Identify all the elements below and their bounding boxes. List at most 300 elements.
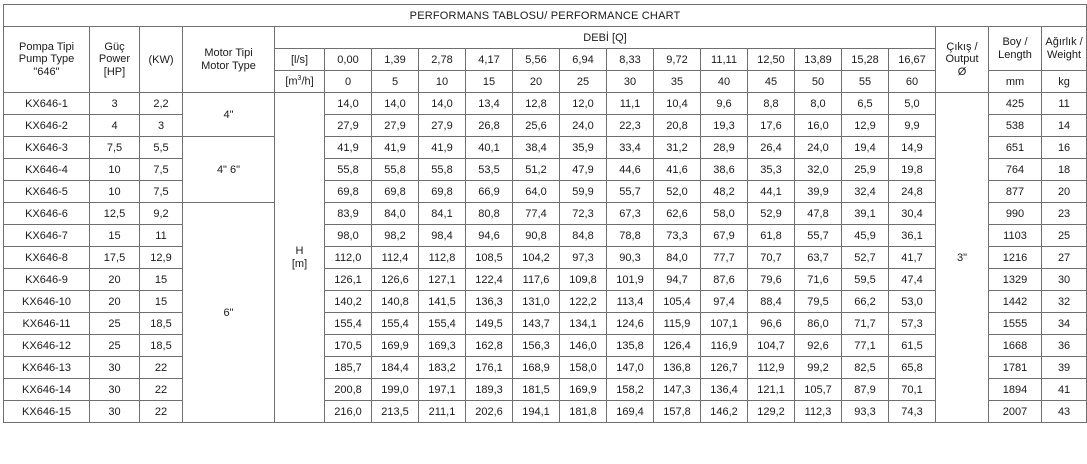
row-pump-type: KX646-14 [4, 379, 90, 401]
row-power-hp: 25 [90, 335, 140, 357]
head-value: 55,7 [795, 225, 842, 247]
flow-ls-2: 2,78 [419, 49, 466, 71]
table-row [4, 335, 1087, 357]
head-value: 88,4 [748, 291, 795, 313]
head-value: 181,5 [513, 379, 560, 401]
head-value: 135,8 [607, 335, 654, 357]
head-value: 101,9 [607, 269, 654, 291]
unit-m3h-post: /h] [301, 75, 314, 88]
row-power-kw: 5,5 [140, 137, 183, 159]
head-value: 57,3 [889, 313, 936, 335]
header-output [936, 27, 989, 93]
head-value: 140,8 [372, 291, 419, 313]
head-value: 73,3 [654, 225, 701, 247]
table-row [4, 159, 1087, 181]
head-value: 44,1 [748, 181, 795, 203]
head-value: 170,5 [325, 335, 372, 357]
table-row [4, 313, 1087, 335]
flow-m3h-3: 15 [466, 71, 513, 93]
header-weight [1042, 27, 1087, 71]
header-motor-type-line1: Motor Tipi [204, 46, 253, 59]
head-value: 69,8 [325, 181, 372, 203]
head-value: 32,4 [842, 181, 889, 203]
row-pump-type: KX646-13 [4, 357, 90, 379]
head-value: 93,3 [842, 401, 889, 423]
head-value: 112,9 [748, 357, 795, 379]
row-power-kw: 15 [140, 269, 183, 291]
flow-ls-8: 11,11 [701, 49, 748, 71]
table-row [4, 291, 1087, 313]
head-value: 24,0 [560, 115, 607, 137]
head-value: 147,0 [607, 357, 654, 379]
row-power-kw: 9,2 [140, 203, 183, 225]
head-value: 31,2 [654, 137, 701, 159]
head-value: 66,9 [466, 181, 513, 203]
head-value: 35,3 [748, 159, 795, 181]
head-value: 44,6 [607, 159, 654, 181]
head-value: 45,9 [842, 225, 889, 247]
head-value: 6,5 [842, 93, 889, 115]
flow-ls-5: 6,94 [560, 49, 607, 71]
head-value: 41,7 [889, 247, 936, 269]
head-value: 62,6 [654, 203, 701, 225]
head-value: 112,8 [419, 247, 466, 269]
head-value: 200,8 [325, 379, 372, 401]
head-value: 65,8 [889, 357, 936, 379]
head-value: 12,8 [513, 93, 560, 115]
head-value: 24,8 [889, 181, 936, 203]
flow-ls-11: 15,28 [842, 49, 889, 71]
head-value: 113,4 [607, 291, 654, 313]
head-value: 30,4 [889, 203, 936, 225]
performance-table [3, 4, 1087, 423]
head-value: 64,0 [513, 181, 560, 203]
head-value: 94,7 [654, 269, 701, 291]
row-pump-type: KX646-3 [4, 137, 90, 159]
head-value: 98,0 [325, 225, 372, 247]
head-value: 129,2 [748, 401, 795, 423]
header-length-line1: Boy / [1002, 35, 1028, 48]
row-power-kw: 7,5 [140, 159, 183, 181]
head-value: 90,3 [607, 247, 654, 269]
page-title: PERFORMANS TABLOSU/ PERFORMANCE CHART [4, 5, 1087, 27]
head-value: 28,9 [701, 137, 748, 159]
head-value: 87,9 [842, 379, 889, 401]
flow-m3h-6: 30 [607, 71, 654, 93]
head-value: 5,0 [889, 93, 936, 115]
flow-ls-10: 13,89 [795, 49, 842, 71]
head-value: 36,1 [889, 225, 936, 247]
header-pump-type [4, 27, 90, 93]
head-value: 70,7 [748, 247, 795, 269]
head-value: 52,9 [748, 203, 795, 225]
head-value: 77,1 [842, 335, 889, 357]
head-value: 55,8 [372, 159, 419, 181]
head-value: 39,9 [795, 181, 842, 203]
head-value: 33,4 [607, 137, 654, 159]
flow-m3h-5: 25 [560, 71, 607, 93]
head-value: 41,9 [419, 137, 466, 159]
motor-group-3: 6" [183, 203, 275, 423]
head-value: 19,8 [889, 159, 936, 181]
head-value: 32,0 [795, 159, 842, 181]
head-value: 143,7 [513, 313, 560, 335]
head-value: 126,7 [701, 357, 748, 379]
head-value: 146,0 [560, 335, 607, 357]
head-axis-line2: [m] [291, 257, 308, 270]
row-power-hp: 10 [90, 181, 140, 203]
row-weight: 39 [1042, 357, 1087, 379]
header-length [989, 27, 1042, 71]
head-value: 126,1 [325, 269, 372, 291]
row-power-hp: 17,5 [90, 247, 140, 269]
head-value: 41,6 [654, 159, 701, 181]
head-value: 71,6 [795, 269, 842, 291]
head-value: 162,8 [466, 335, 513, 357]
head-value: 104,2 [513, 247, 560, 269]
head-value: 52,7 [842, 247, 889, 269]
row-power-kw: 22 [140, 401, 183, 423]
head-value: 14,0 [372, 93, 419, 115]
head-axis-line1: H [295, 244, 304, 257]
row-pump-type: KX646-9 [4, 269, 90, 291]
table-row [4, 401, 1087, 423]
chart-title-row [4, 5, 1087, 27]
head-value: 69,8 [372, 181, 419, 203]
head-value: 126,6 [372, 269, 419, 291]
row-power-kw: 3 [140, 115, 183, 137]
row-pump-type: KX646-5 [4, 181, 90, 203]
flow-m3h-1: 5 [372, 71, 419, 93]
head-value: 63,7 [795, 247, 842, 269]
row-power-kw: 18,5 [140, 335, 183, 357]
head-value: 149,5 [466, 313, 513, 335]
row-weight: 36 [1042, 335, 1087, 357]
table-row [4, 379, 1087, 401]
head-value: 108,5 [466, 247, 513, 269]
head-value: 41,9 [325, 137, 372, 159]
flow-m3h-8: 40 [701, 71, 748, 93]
head-value: 169,4 [607, 401, 654, 423]
row-weight: 32 [1042, 291, 1087, 313]
row-length: 1442 [989, 291, 1042, 313]
head-value: 59,5 [842, 269, 889, 291]
unit-m3h-pre: [m [285, 75, 298, 88]
header-power [90, 27, 140, 93]
row-power-kw: 11 [140, 225, 183, 247]
head-value: 136,8 [654, 357, 701, 379]
row-pump-type: KX646-11 [4, 313, 90, 335]
table-row [4, 115, 1087, 137]
head-value: 157,8 [654, 401, 701, 423]
head-value: 14,0 [419, 93, 466, 115]
head-value: 124,6 [607, 313, 654, 335]
head-value: 9,9 [889, 115, 936, 137]
head-value: 77,7 [701, 247, 748, 269]
head-value: 194,1 [513, 401, 560, 423]
unit-ls: [l/s] [275, 49, 325, 71]
head-value: 122,4 [466, 269, 513, 291]
head-value: 61,8 [748, 225, 795, 247]
table-row [4, 203, 1087, 225]
head-value: 70,1 [889, 379, 936, 401]
head-value: 10,4 [654, 93, 701, 115]
head-value: 27,9 [372, 115, 419, 137]
table-row [4, 247, 1087, 269]
header-motor-type-line2: Motor Type [201, 59, 256, 72]
head-value: 84,0 [654, 247, 701, 269]
head-value: 53,5 [466, 159, 513, 181]
head-value: 27,9 [325, 115, 372, 137]
header-output-line2: Output [945, 53, 979, 66]
head-value: 69,8 [419, 181, 466, 203]
head-value: 26,4 [748, 137, 795, 159]
row-power-kw: 12,9 [140, 247, 183, 269]
row-length: 651 [989, 137, 1042, 159]
unit-m3h-sup: 3 [297, 75, 302, 83]
head-value: 47,8 [795, 203, 842, 225]
head-value: 183,2 [419, 357, 466, 379]
head-value: 27,9 [419, 115, 466, 137]
head-value: 94,6 [466, 225, 513, 247]
head-value: 97,3 [560, 247, 607, 269]
row-length: 877 [989, 181, 1042, 203]
table-row [4, 93, 1087, 115]
head-value: 11,1 [607, 93, 654, 115]
head-value: 66,2 [842, 291, 889, 313]
head-value: 13,4 [466, 93, 513, 115]
header-motor-type [183, 27, 275, 93]
head-value: 48,2 [701, 181, 748, 203]
head-value: 19,4 [842, 137, 889, 159]
head-value: 96,6 [748, 313, 795, 335]
head-value: 61,5 [889, 335, 936, 357]
flow-ls-4: 5,56 [513, 49, 560, 71]
header-output-line1: Çıkış / [946, 40, 978, 53]
head-value: 12,9 [842, 115, 889, 137]
row-power-hp: 25 [90, 313, 140, 335]
row-power-hp: 30 [90, 357, 140, 379]
row-power-hp: 20 [90, 269, 140, 291]
head-value: 83,9 [325, 203, 372, 225]
head-value: 20,8 [654, 115, 701, 137]
head-value: 98,2 [372, 225, 419, 247]
head-value: 87,6 [701, 269, 748, 291]
header-row-1 [4, 27, 1087, 49]
head-value: 9,6 [701, 93, 748, 115]
head-value: 79,5 [795, 291, 842, 313]
head-value: 127,1 [419, 269, 466, 291]
head-value: 97,4 [701, 291, 748, 313]
head-value: 86,0 [795, 313, 842, 335]
head-value: 14,9 [889, 137, 936, 159]
head-value: 8,8 [748, 93, 795, 115]
head-value: 136,3 [466, 291, 513, 313]
head-value: 25,6 [513, 115, 560, 137]
head-value: 184,4 [372, 357, 419, 379]
head-value: 169,9 [372, 335, 419, 357]
head-value: 185,7 [325, 357, 372, 379]
head-value: 168,9 [513, 357, 560, 379]
flow-ls-12: 16,67 [889, 49, 936, 71]
header-weight-line1: Ağırlık / [1045, 35, 1083, 48]
table-row [4, 137, 1087, 159]
head-value: 14,0 [325, 93, 372, 115]
performance-chart-sheet [0, 4, 1083, 464]
head-value: 115,9 [654, 313, 701, 335]
head-value: 213,5 [372, 401, 419, 423]
row-length: 425 [989, 93, 1042, 115]
head-value: 98,4 [419, 225, 466, 247]
unit-m3h [275, 71, 325, 93]
row-power-kw: 15 [140, 291, 183, 313]
row-power-kw: 22 [140, 379, 183, 401]
row-power-hp: 10 [90, 159, 140, 181]
head-value: 55,8 [325, 159, 372, 181]
head-value: 90,8 [513, 225, 560, 247]
table-row [4, 269, 1087, 291]
head-value: 77,4 [513, 203, 560, 225]
head-value: 47,9 [560, 159, 607, 181]
head-value: 122,2 [560, 291, 607, 313]
head-value: 141,5 [419, 291, 466, 313]
head-value: 84,1 [419, 203, 466, 225]
head-value: 131,0 [513, 291, 560, 313]
row-length: 764 [989, 159, 1042, 181]
row-weight: 30 [1042, 269, 1087, 291]
head-value: 67,3 [607, 203, 654, 225]
row-power-kw: 22 [140, 357, 183, 379]
row-pump-type: KX646-1 [4, 93, 90, 115]
flow-m3h-10: 50 [795, 71, 842, 93]
head-value: 112,4 [372, 247, 419, 269]
row-length: 990 [989, 203, 1042, 225]
head-value: 72,3 [560, 203, 607, 225]
flow-m3h-2: 10 [419, 71, 466, 93]
motor-group-2: 4" 6" [183, 137, 275, 203]
head-value: 51,2 [513, 159, 560, 181]
header-pump-type-line3: "646" [33, 65, 60, 78]
table-row [4, 225, 1087, 247]
row-power-hp: 15 [90, 225, 140, 247]
header-pump-type-line2: Pump Type [18, 53, 75, 66]
flow-ls-7: 9,72 [654, 49, 701, 71]
row-weight: 25 [1042, 225, 1087, 247]
head-value: 169,9 [560, 379, 607, 401]
header-output-line3: Ø [957, 65, 967, 78]
head-value: 52,0 [654, 181, 701, 203]
flow-m3h-9: 45 [748, 71, 795, 93]
head-value: 22,3 [607, 115, 654, 137]
row-weight: 11 [1042, 93, 1087, 115]
flow-ls-9: 12,50 [748, 49, 795, 71]
head-value: 74,3 [889, 401, 936, 423]
head-value: 41,9 [372, 137, 419, 159]
row-pump-type: KX646-4 [4, 159, 90, 181]
head-value: 202,6 [466, 401, 513, 423]
header-length-line2: Length [998, 48, 1032, 61]
table-row [4, 357, 1087, 379]
row-pump-type: KX646-8 [4, 247, 90, 269]
row-length: 1894 [989, 379, 1042, 401]
head-value: 199,0 [372, 379, 419, 401]
head-axis-label [275, 93, 325, 423]
head-value: 105,7 [795, 379, 842, 401]
head-value: 78,8 [607, 225, 654, 247]
head-value: 80,8 [466, 203, 513, 225]
head-value: 158,0 [560, 357, 607, 379]
row-power-hp: 7,5 [90, 137, 140, 159]
row-weight: 16 [1042, 137, 1087, 159]
header-mm: mm [989, 71, 1042, 93]
head-value: 84,0 [372, 203, 419, 225]
head-value: 104,7 [748, 335, 795, 357]
head-value: 197,1 [419, 379, 466, 401]
head-value: 155,4 [325, 313, 372, 335]
head-value: 112,3 [795, 401, 842, 423]
head-value: 35,9 [560, 137, 607, 159]
row-length: 1216 [989, 247, 1042, 269]
row-power-kw: 2,2 [140, 93, 183, 115]
flow-ls-1: 1,39 [372, 49, 419, 71]
row-weight: 34 [1042, 313, 1087, 335]
head-value: 147,3 [654, 379, 701, 401]
head-value: 25,9 [842, 159, 889, 181]
row-length: 538 [989, 115, 1042, 137]
head-value: 121,1 [748, 379, 795, 401]
head-value: 17,6 [748, 115, 795, 137]
row-weight: 23 [1042, 203, 1087, 225]
head-value: 107,1 [701, 313, 748, 335]
row-length: 1329 [989, 269, 1042, 291]
row-power-kw: 7,5 [140, 181, 183, 203]
header-power-line2: Power [98, 53, 131, 66]
head-value: 216,0 [325, 401, 372, 423]
row-weight: 14 [1042, 115, 1087, 137]
head-value: 47,4 [889, 269, 936, 291]
row-length: 1555 [989, 313, 1042, 335]
head-value: 181,8 [560, 401, 607, 423]
row-weight: 41 [1042, 379, 1087, 401]
head-value: 38,4 [513, 137, 560, 159]
head-value: 189,3 [466, 379, 513, 401]
header-weight-line2: Weight [1047, 48, 1082, 61]
head-value: 155,4 [372, 313, 419, 335]
head-value: 211,1 [419, 401, 466, 423]
header-kg: kg [1042, 71, 1087, 93]
head-value: 82,5 [842, 357, 889, 379]
row-length: 1103 [989, 225, 1042, 247]
row-power-hp: 20 [90, 291, 140, 313]
head-value: 53,0 [889, 291, 936, 313]
row-power-hp: 3 [90, 93, 140, 115]
head-value: 71,7 [842, 313, 889, 335]
header-pump-type-line1: Pompa Tipi [18, 40, 75, 53]
head-value: 19,3 [701, 115, 748, 137]
head-value: 117,6 [513, 269, 560, 291]
head-value: 59,9 [560, 181, 607, 203]
row-power-hp: 30 [90, 379, 140, 401]
head-value: 79,6 [748, 269, 795, 291]
head-value: 176,1 [466, 357, 513, 379]
row-length: 1781 [989, 357, 1042, 379]
head-value: 39,1 [842, 203, 889, 225]
header-power-line1: Güç [104, 40, 125, 53]
row-pump-type: KX646-7 [4, 225, 90, 247]
head-value: 156,3 [513, 335, 560, 357]
flow-m3h-7: 35 [654, 71, 701, 93]
head-value: 109,8 [560, 269, 607, 291]
